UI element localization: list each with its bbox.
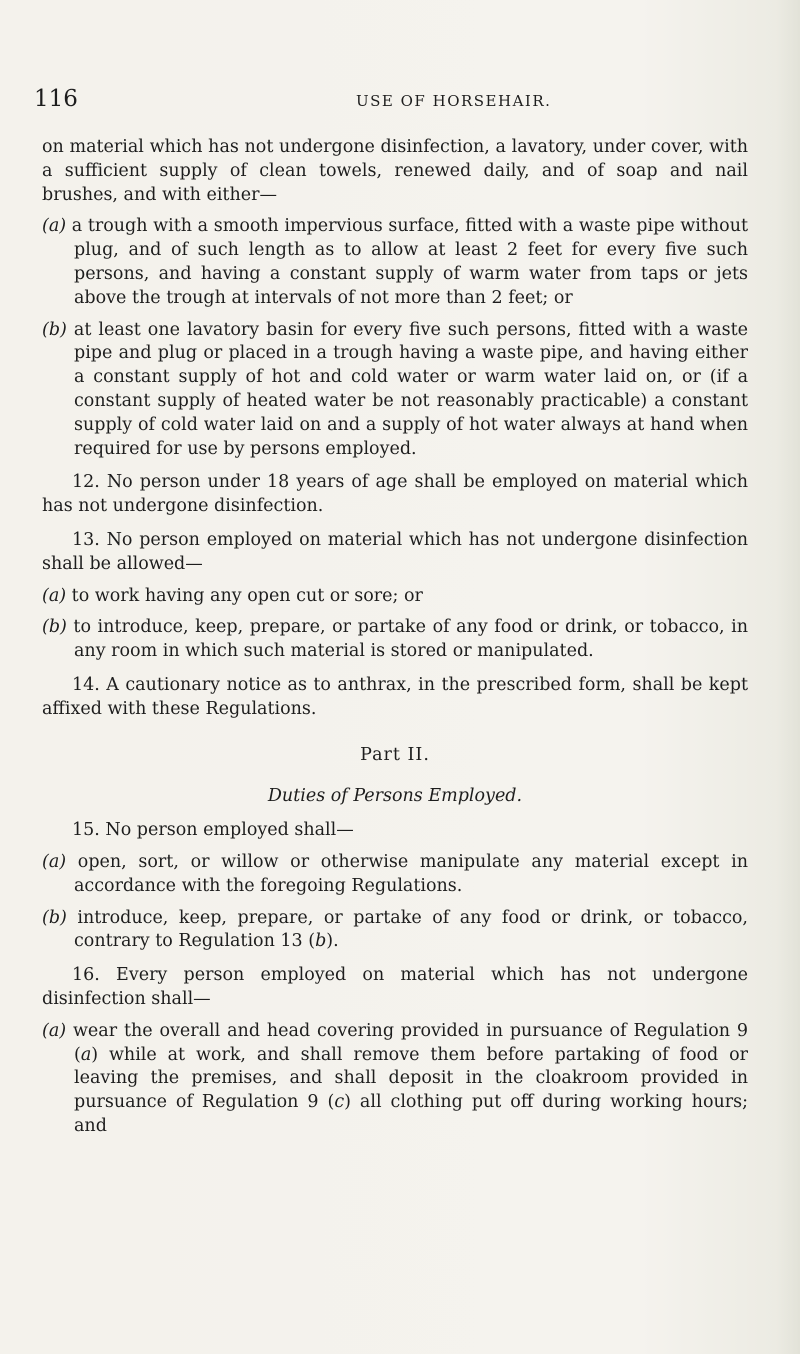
regulation-reference: a	[80, 1044, 92, 1065]
page-number: 116	[34, 86, 78, 112]
item-text: wear the overall and head covering provided in pursuance of Regulation 9 (	[66, 1020, 748, 1065]
item-text: a trough with a smooth impervious surface, fitted with a waste pipe without plug, and of such length as to allow at least 2 feet for every five such persons, and having a constant supply of warm water from taps or jets above the trough at intervals of not more than 2 feet; or	[66, 216, 748, 308]
running-title: USE OF HORSEHAIR.	[356, 92, 552, 110]
item-text: to introduce, keep, prepare, or partake of any food or drink, or tobacco, in any room in which such material is stored or manipulated.	[66, 617, 748, 662]
regulation-15: 15. No person employed shall—	[72, 820, 354, 841]
regulation-13: 13. No person employed on material which has not undergone disinfection shall be allowed—	[42, 529, 748, 574]
regulation-12: 12. No person under 18 years of age shall be employed on material which has not undergone disinfection.	[42, 472, 748, 517]
page-header	[0, 86, 800, 116]
page-body	[42, 136, 748, 1139]
list-item	[42, 851, 748, 899]
item-text: ).	[326, 931, 339, 952]
regulation-reference: b	[315, 931, 327, 952]
list-item	[42, 319, 748, 462]
intro-paragraph: on material which has not undergone disinfection, a lavatory, under cover, with a sufficient supply of clean towels, renewed daily, and of soap and nail brushes, and with either—	[42, 137, 748, 205]
item-text: introduce, keep, prepare, or partake of any food or drink, or tobacco, contrary to Regulation 13 (	[66, 907, 748, 952]
item-marker: (b)	[42, 907, 67, 928]
item-marker: (a)	[42, 851, 67, 872]
item-text: at least one lavatory basin for every five such persons, fitted with a waste pipe and plug or placed in a trough having a waste pipe, and having either a constant supply of hot and cold water or warm water laid on, or (if a constant supply of heated water be not reasonably practicable) a constant supply of cold water laid on and a supply of hot water always at hand when required for use by persons employed.	[66, 319, 748, 459]
regulation-16: 16. Every person employed on material which has not undergone disinfection shall—	[42, 965, 748, 1009]
list-item	[42, 616, 748, 664]
part-heading: Part II.	[360, 744, 430, 765]
item-text: ) while at work, and shall remove them before partaking of food or leaving the premises, and shall deposit in the cloakroom provided in pursuance of Regulation 9 (	[74, 1044, 748, 1113]
item-text: ) all clothing put off during working hours; and	[74, 1092, 748, 1136]
list-item	[42, 907, 748, 955]
item-marker: (b)	[42, 319, 67, 340]
item-marker: (a)	[42, 1020, 67, 1041]
item-text: to work having any open cut or sore; or	[66, 585, 423, 606]
regulation-14: 14. A cautionary notice as to anthrax, in the prescribed form, shall be kept affixed with these Regulations.	[42, 674, 748, 719]
item-marker: (b)	[42, 617, 67, 638]
list-item	[42, 585, 748, 609]
list-item	[42, 1020, 748, 1139]
item-marker: (a)	[42, 216, 67, 237]
part-subheading: Duties of Persons Employed.	[267, 786, 523, 807]
item-text: open, sort, or willow or otherwise manipulate any material except in accordance with the foregoing Regulations.	[66, 851, 748, 896]
list-item	[42, 215, 748, 310]
item-marker: (a)	[42, 585, 67, 606]
regulation-reference: c	[334, 1092, 345, 1113]
